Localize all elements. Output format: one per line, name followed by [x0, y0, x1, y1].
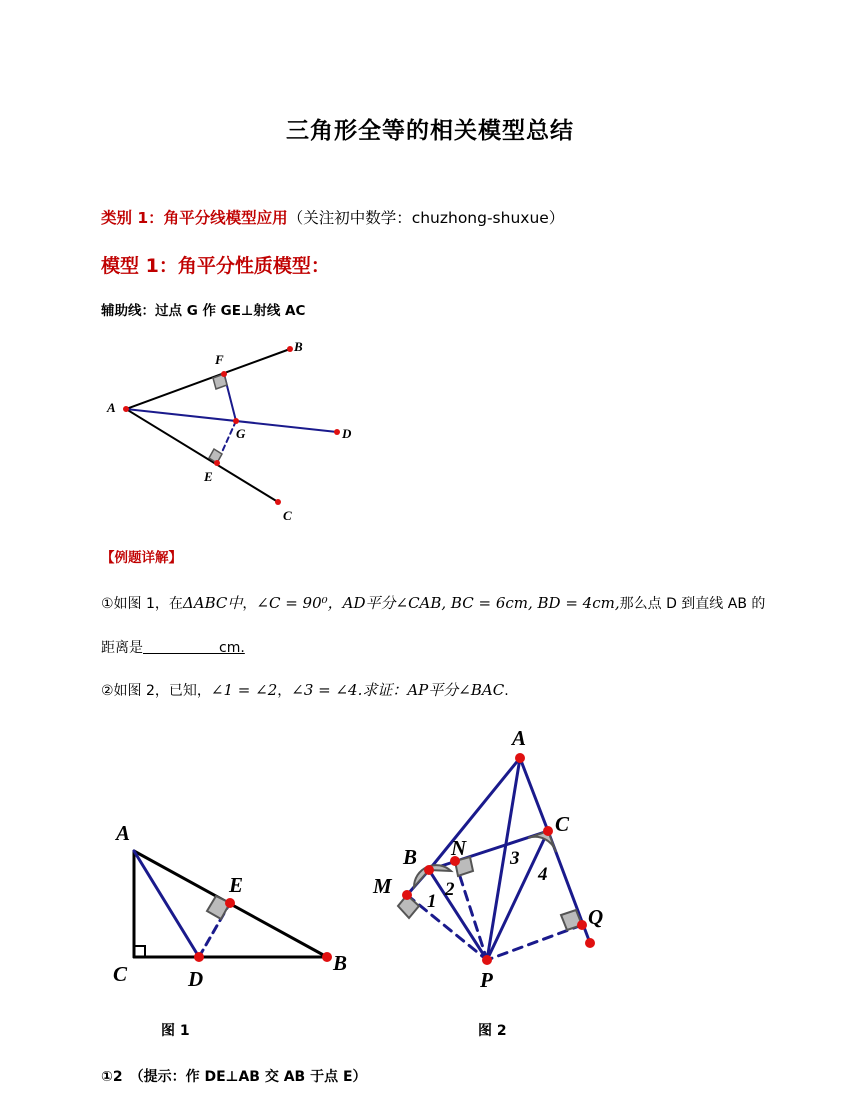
- label-b: B: [403, 845, 418, 869]
- point-g: [233, 418, 239, 424]
- bisector-ad: [134, 851, 199, 957]
- category-line: [101, 206, 564, 228]
- q1-cond1: ∠C = 90⁰，: [256, 594, 343, 612]
- point-e: [225, 898, 235, 908]
- category-note: （关注初中数学：chuzhong-shuxue）: [287, 209, 565, 227]
- ray-ab: [126, 349, 290, 409]
- q1-line2-start: 距离是: [101, 640, 143, 656]
- question-1-line-1: [101, 592, 765, 613]
- label-angle-3: 3: [510, 848, 520, 869]
- point-c: [543, 826, 553, 836]
- question-1-line-2: [101, 637, 245, 657]
- right-angle-mark-c: [134, 946, 145, 957]
- point-a: [515, 753, 525, 763]
- label-c: C: [555, 812, 570, 836]
- q1-line2-unit: cm.: [219, 640, 245, 656]
- label-d: D: [342, 426, 352, 441]
- auxiliary-line-text: 辅助线：过点 G 作 GE⊥射线 AC: [101, 303, 306, 319]
- label-angle-1: 1: [427, 891, 437, 912]
- point-c: [275, 499, 281, 505]
- label-n: N: [451, 836, 467, 860]
- category-label: 类别 1：角平分线模型应用: [101, 209, 288, 227]
- label-angle-2: 2: [445, 879, 455, 900]
- label-angle-4: 4: [538, 864, 548, 885]
- example-tag: 【例题详解】: [101, 550, 182, 566]
- label-b: B: [333, 951, 348, 975]
- q1-sep: ，: [242, 596, 257, 612]
- q2-prefix: ②如图 2，已知，: [101, 683, 211, 699]
- label-q: Q: [588, 905, 604, 929]
- label-c: C: [113, 962, 128, 986]
- point-b: [322, 952, 332, 962]
- q2-sep: ，: [277, 683, 292, 699]
- side-ac: [520, 758, 548, 831]
- q2-cond1: ∠1 = ∠2: [210, 681, 278, 699]
- q1-prefix: ①如图 1，在: [101, 596, 183, 612]
- point-f: [221, 371, 227, 377]
- point-d: [194, 952, 204, 962]
- segment-bp: [429, 870, 487, 960]
- label-f: F: [215, 352, 224, 367]
- q1-triangle: ΔABC中: [182, 594, 243, 612]
- label-d: D: [188, 967, 204, 991]
- model-heading: 模型 1：角平分性质模型：: [101, 255, 330, 277]
- document-title: 三角形全等的相关模型总结: [286, 118, 574, 144]
- q1-tail: 那么点 D 到直线 AB 的: [619, 596, 766, 612]
- point-m: [402, 890, 412, 900]
- label-c: C: [283, 508, 292, 523]
- label-b: B: [294, 339, 303, 354]
- point-q: [577, 920, 587, 930]
- q1-cond2: AD平分∠CAB, BC = 6cm, BD = 4cm,: [342, 594, 620, 612]
- q2-proof: .求证：AP平分∠BAC: [357, 681, 505, 699]
- q2-end: .: [504, 683, 509, 699]
- q2-cond2: ∠3 = ∠4: [291, 681, 358, 699]
- side-ab: [429, 758, 520, 870]
- label-e: E: [204, 469, 213, 484]
- figure-2: [365, 725, 625, 995]
- angle-bisector-figure: [100, 335, 370, 530]
- figure-1: [100, 815, 360, 995]
- point-b: [287, 346, 293, 352]
- label-e: E: [229, 873, 244, 897]
- figure-2-caption: 图 2: [478, 1023, 507, 1039]
- answer-blank[interactable]: [143, 639, 219, 654]
- label-m: M: [373, 874, 392, 898]
- point-b: [424, 865, 434, 875]
- point-e: [214, 460, 220, 466]
- label-a: A: [512, 726, 527, 750]
- label-p: P: [480, 968, 493, 992]
- point-a: [123, 406, 129, 412]
- label-a: A: [116, 821, 131, 845]
- point-end: [585, 938, 595, 948]
- question-2: [101, 679, 509, 700]
- figure-1-caption: 图 1: [161, 1023, 190, 1039]
- label-g: G: [236, 426, 246, 441]
- point-p: [482, 955, 492, 965]
- point-d: [334, 429, 340, 435]
- label-a: A: [107, 400, 116, 415]
- answer-hint: ①2 （提示：作 DE⊥AB 交 AB 于点 E）: [101, 1069, 367, 1085]
